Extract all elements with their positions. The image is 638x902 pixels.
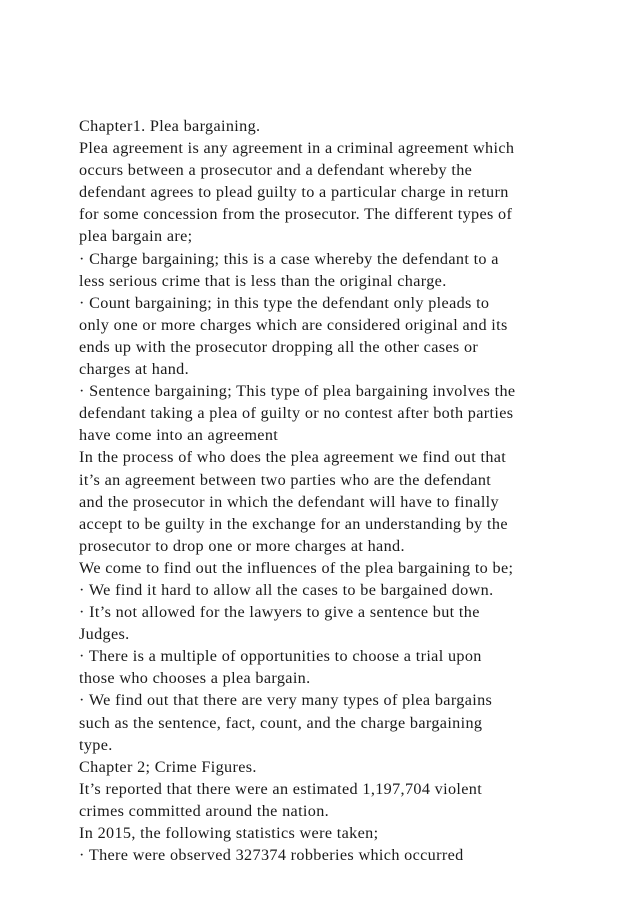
bullet-line: · There were observed 327374 robberies which occurred <box>79 846 464 865</box>
text-line: such as the sentence, fact, count, and the charge bargaining <box>79 713 483 732</box>
text-line: type. <box>79 735 113 754</box>
bullet-line: · Charge bargaining; this is a case whereby the defendant to a <box>79 249 499 268</box>
text-line: it’s an agreement between two parties who are the defendant <box>79 470 492 489</box>
text-line: Plea agreement is any agreement in a criminal agreement which <box>79 139 515 158</box>
text-line: accept to be guilty in the exchange for an understanding by the <box>79 514 508 533</box>
bullet-line: · Sentence bargaining; This type of plea bargaining involves the <box>79 382 516 401</box>
document-body-text <box>79 115 579 866</box>
bullet-line: · It’s not allowed for the lawyers to give a sentence but the <box>79 603 480 622</box>
text-line: It’s reported that there were an estimated 1,197,704 violent <box>79 779 483 798</box>
text-line: In 2015, the following statistics were taken; <box>79 824 379 842</box>
text-line: have come into an agreement <box>79 426 279 445</box>
text-line: defendant taking a plea of guilty or no contest after both parties <box>79 404 514 423</box>
text-line: those who chooses a plea bargain. <box>79 669 311 688</box>
text-line: only one or more charges which are considered original and its <box>79 315 508 334</box>
text-line: less serious crime that is less than the original charge. <box>79 271 447 290</box>
bullet-line: · Count bargaining; in this type the defendant only pleads to <box>79 293 490 312</box>
bullet-line: · We find out that there are very many types of plea bargains <box>79 691 493 710</box>
text-line: We come to find out the influences of the plea bargaining to be; <box>79 558 514 577</box>
text-line-chapter1-heading: Chapter1. Plea bargaining. <box>79 117 261 135</box>
text-line: prosecutor to drop one or more charges at hand. <box>79 536 405 555</box>
text-line: plea bargain are; <box>79 227 193 246</box>
text-line: occurs between a prosecutor and a defendant whereby the <box>79 161 473 180</box>
bullet-line: · There is a multiple of opportunities to choose a trial upon <box>79 647 482 666</box>
text-line: crimes committed around the nation. <box>79 801 330 820</box>
bullet-line: · We find it hard to allow all the cases to be bargained down. <box>79 580 494 599</box>
text-line: charges at hand. <box>79 360 190 379</box>
text-line: for some concession from the prosecutor. The different types of <box>79 205 513 224</box>
text-line-chapter2-heading: Chapter 2; Crime Figures. <box>79 757 257 776</box>
text-line: ends up with the prosecutor dropping all the other cases or <box>79 337 479 356</box>
text-line: defendant agrees to plead guilty to a particular charge in return <box>79 183 509 202</box>
text-line: Judges. <box>79 625 130 644</box>
text-line: and the prosecutor in which the defendant will have to finally <box>79 492 499 511</box>
text-line: In the process of who does the plea agreement we find out that <box>79 448 507 467</box>
